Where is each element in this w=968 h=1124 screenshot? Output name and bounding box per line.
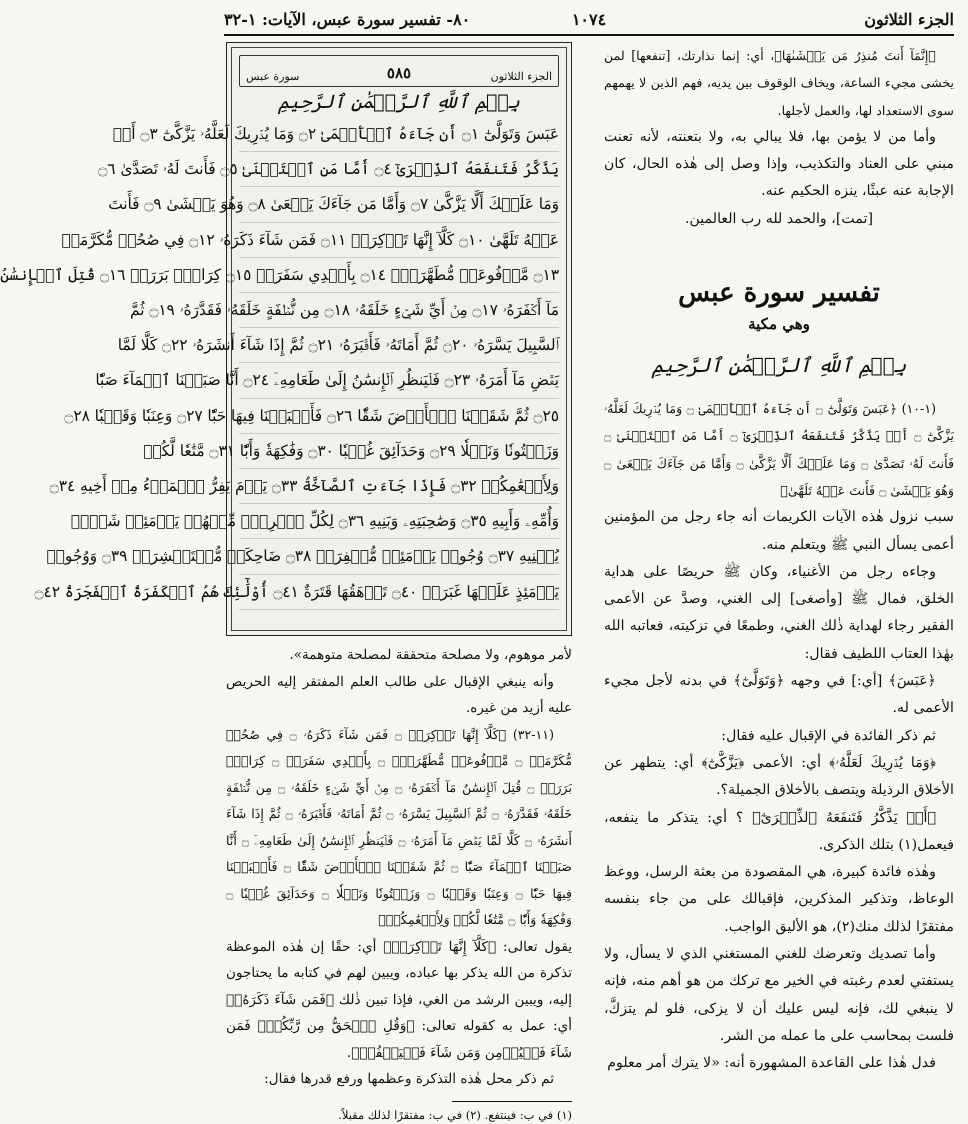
left-column [0, 42, 573, 1124]
mushaf-line: ٱلسَّبِيلَ يَسَّرَهُۥ ۝٢٠ ثُمَّ أَمَاتَهُۥ فَأَقۡبَرَهُۥ ۝٢١ ثُمَّ إِذَا شَآءَ أَنشَرَهُۥ ۝٢٢ كَلَّا لَمَّا [239, 328, 559, 363]
mushaf-line: ۝١٣ مَّرۡفُوعَةٖ مُّطَهَّرَةِۭ ۝١٤ بِأَيۡدِي سَفَرَةٖ ۝١٥ كِرَامِۭ بَرَرَةٖ ۝١٦ قُتِلَ ٱلۡإِنسَٰنُ [239, 258, 559, 293]
right-column [604, 42, 954, 1078]
basmala: بِسۡمِ ٱللَّهِ ٱلرَّحۡمَٰنِ ٱلرَّحِيمِ [651, 353, 907, 378]
verse-block: (١-١٠) ﴿عَبَسَ وَتَوَلَّىٰٓ ۝ أَن جَآءَهُ ٱلۡأَعۡمَىٰ ۝ وَمَا يُدۡرِيكَ لَعَلَّهُۥ يَزَّكَّىٰٓ ۝ أَوۡ يَذَّكَّرُ فَتَنفَعَهُ ٱلذِّكۡرَىٰٓ ۝ أَمَّا مَنِ ٱسۡتَغۡنَىٰ ۝ فَأَنتَ لَهُۥ تَصَدَّىٰ ۝ وَمَا عَلَيۡكَ أَلَّا يَزَّكَّىٰ ۝ وَأَمَّا مَن جَآءَكَ يَسۡعَىٰ ۝ وَهُوَ يَخۡشَىٰ ۝ فَأَنتَ عَنۡهُ تَلَهَّىٰ﴾ [604, 401, 955, 498]
paragraph: ثم ذكر الفائدة في الإقبال عليه فقال: [721, 727, 936, 744]
mushaf-line: يُغۡنِيهِ ۝٣٧ وُجُوهٞ يَوۡمَئِذٖ مُّسۡفِرَةٞ ۝٣٨ ضَاحِكَةٞ مُّسۡتَبۡشِرَةٞ ۝٣٩ وَوُجُوهٞ [239, 539, 559, 574]
mushaf-juz-label: الجزء الثلاثون [490, 70, 552, 83]
paragraph: ثم ذكر محل هٰذه التذكرة وعظمها ورفع قدرها فقال: [264, 1071, 554, 1087]
verse-block: (١١-٣٢) ﴿كَلَّآ إِنَّهَا تَذۡكِرَةٞ ۝ فَمَن شَآءَ ذَكَرَهُۥ ۝ فِي صُحُفٖ مُّكَرَّمَةٖ ۝ مَّرۡفُوعَةٖ مُّطَهَّرَةِۭ ۝ بِأَيۡدِي سَفَرَةٖ ۝ كِرَامِۭ بَرَرَةٖ ۝ قُتِلَ ٱلۡإِنسَٰنُ مَآ أَكۡفَرَهُۥ ۝ مِنۡ أَيِّ شَيۡءٍ خَلَقَهُۥ ۝ مِن نُّطۡفَةٍ خَلَقَهُۥ فَقَدَّرَهُۥ ۝ ثُمَّ ٱلسَّبِيلَ يَسَّرَهُۥ ۝ ثُمَّ أَمَاتَهُۥ فَأَقۡبَرَهُۥ ۝ ثُمَّ إِذَا شَآءَ أَنشَرَهُۥ ۝ كَلَّا لَمَّا يَقۡضِ مَآ أَمَرَهُۥ ۝ فَلۡيَنظُرِ ٱلۡإِنسَٰنُ إِلَىٰ طَعَامِهِۦٓ ۝ أَنَّا صَبَبۡنَا ٱلۡمَآءَ صَبّٗا ۝ ثُمَّ شَقَقۡنَا ٱلۡأَرۡضَ شَقّٗا ۝ فَأَنۢبَتۡنَا فِيهَا حَبّٗا ۝ وَعِنَبٗا وَقَضۡبٗا ۝ وَزَيۡتُونٗا وَنَخۡلٗا ۝ وَحَدَآئِقَ غُلۡبٗا ۝ وَفَٰكِهَةٗ وَأَبّٗا ۝ مَّتَٰعٗا لَّكُمۡ وَلِأَنۡعَٰمِكُمۡ﴾ [226, 726, 573, 927]
mushaf-basmala: بِسۡمِ ٱللَّهِ ٱلرَّحۡمَٰنِ ٱلرَّحِيمِ [278, 91, 520, 113]
paragraph: سبب نزول هٰذه الآيات الكريمات أنه جاء رجل من المؤمنين أعمى يسأل النبي ﷺ ويتعلم منه. [604, 509, 954, 553]
mushaf-line: عَبَسَ وَتَوَلَّىٰٓ ۝١ أَن جَآءَهُ ٱلۡأَعۡمَىٰ ۝٢ وَمَا يُدۡرِيكَ لَعَلَّهُۥ يَزَّكَّىٰٓ ۝٣ أَوۡ [239, 117, 559, 152]
paragraph: ﴿وَمَا يُدۡرِيكَ لَعَلَّهُۥ﴾ أي: الأعمى ﴿يَزَّكَّىٰٓ﴾ أي: يتطهر عن الأخلاق الرذيلة ويتصف بالأخلاق الجميلة؟. [604, 754, 954, 799]
mushaf-line: يَوۡمَئِذٍ عَلَيۡهَا غَبَرَةٞ ۝٤٠ تَرۡهَقُهَا قَتَرَةٌ ۝٤١ أُوْلَٰٓئِكَ هُمُ ٱلۡكَفَرَةُ ٱلۡفَجَرَةُ ۝٤٢ [239, 575, 559, 610]
header-juz: الجزء الثلاثون [864, 10, 954, 29]
mushaf-page-number: ٥٨٥ [386, 64, 412, 82]
mushaf-line: وَزَيۡتُونٗا وَنَخۡلٗا ۝٢٩ وَحَدَآئِقَ غُلۡبٗا ۝٣٠ وَفَٰكِهَةٗ وَأَبّٗا ۝٣١ مَّتَٰعٗا لَّكُمۡ [239, 434, 559, 469]
mushaf-line: وَمَا عَلَيۡكَ أَلَّا يَزَّكَّىٰ ۝٧ وَأَمَّا مَن جَآءَكَ يَسۡعَىٰ ۝٨ وَهُوَ يَخۡشَىٰ ۝٩ فَأَنتَ [239, 187, 559, 222]
paragraph: ﴿أَوۡ يَذَّكَّرُ فَتَنفَعَهُ ٱلذِّكۡرَىٰٓ﴾ ؟ أي: يتذكر ما ينفعه، فيعمل(١) بتلك الذكرى. [604, 809, 954, 853]
paragraph: ﴿عَبَسَ﴾ [أي:] في وجهه ﴿وَتَوَلَّىٰٓ﴾ في بدنه لأجل مجيء الأعمى له. [604, 673, 954, 717]
mushaf-line: وَلِأَنۡعَٰمِكُمۡ ۝٣٢ فَإِذَا جَآءَتِ ٱلصَّآخَّةُ ۝٣٣ يَوۡمَ يَفِرُّ ٱلۡمَرۡءُ مِنۡ أَخِيهِ ۝٣٤ [239, 469, 559, 504]
paragraph: ﴿إِنَّمَآ أَنتَ مُنذِرُ مَن يَخۡشَىٰهَا﴾، أي: إنما نذارتك، [تنفعها] لمن يخشى مجيء الساعة، ويخاف الوقوف بين يديه، فهم الذين لا يهمهم سوى الاستعداد لها، والعمل لأجلها. [604, 48, 954, 118]
mushaf-line: مَآ أَكۡفَرَهُۥ ۝١٧ مِنۡ أَيِّ شَيۡءٍ خَلَقَهُۥ ۝١٨ مِن نُّطۡفَةٍ خَلَقَهُۥ فَقَدَّرَهُۥ ۝١٩ ثُمَّ [239, 293, 559, 328]
mushaf-sura-label: سورة عبس [246, 70, 300, 83]
footnote: (١) في ب: فينتفع. (٢) في ب: مفتقرًا لذلك مقبلاً. [338, 1107, 572, 1122]
sura-title: تفسير سورة عبس [678, 278, 880, 309]
paragraph: وجاءه رجل من الأغنياء، وكان ﷺ حريصًا على هداية الخلق، فمال ﷺ [وأصغى] إلى الغني، وصدَّ عن الأعمى الفقير رجاء لهداية ذٰلك الغني، وطمعًا في تزكيته، فعاتبه الله بهٰذا العتاب اللطيف فقال: [604, 563, 954, 662]
paragraph: وأنه ينبغي الإقبال على طالب العلم المفتقر إليه الحريص عليه أزيد من غيره. [226, 673, 572, 716]
mushaf-header [239, 55, 559, 87]
mushaf-line: عَنۡهُ تَلَهَّىٰ ۝١٠ كَلَّآ إِنَّهَا تَذۡكِرَةٞ ۝١١ فَمَن شَآءَ ذَكَرَهُۥ ۝١٢ فِي صُحُفٖ مُّكَرَّمَةٖ [239, 223, 559, 258]
mushaf-line: وَأُمِّهِۦ وَأَبِيهِ ۝٣٥ وَصَٰحِبَتِهِۦ وَبَنِيهِ ۝٣٦ لِكُلِّ ٱمۡرِيٕٖ مِّنۡهُمۡ يَوۡمَئِذٖ شَأۡنٞ [239, 504, 559, 539]
mushaf-page-frame [0, 42, 572, 636]
paragraph: وأما من لا يؤمن بها، فلا يبالي به، ولا بتعنته، لأنه تعنت مبني على العناد والتكذيب، وإذا وصل إلى هٰذه الحال، كان الإجابة عنه عبثًا، ينزه الحكيم عنه. [604, 128, 954, 200]
paragraph: لأمر موهوم، ولا مصلحة متحققة لمصلحة متوهمة». [289, 647, 572, 663]
paragraph: وهٰذه فائدة كبيرة، هي المقصودة من بعثة الرسل، ووعظ الوعاظ، وتذكير المذكرين، فإقبالك على من جاء بنفسه مفتقرًا لذلك منك(٢)، هو الأليق الواجب. [604, 864, 954, 935]
header-section: ٨٠- تفسير سورة عبس، الآيات: ١-٣٢ [224, 10, 471, 29]
paragraph: يقول تعالى: ﴿كَلَّآ إِنَّهَا تَذۡكِرَةٞ﴾ أي: حقًا إن هٰذه الموعظة تذكرة من الله يذكر بها عباده، ويبين لهم في كتابه ما يحتاجون إليه، ويبين الرشد من الغي، فإذا تبين ذٰلك ﴿فَمَن شَآءَ ذَكَرَهُۥ﴾ أي: عمل به كقوله تعالى: ﴿وَقُلِ ٱلۡحَقُّ مِن رَّبِّكُمۡۖ فَمَن شَآءَ فَلۡيُؤۡمِن وَمَن شَآءَ فَلۡيَكۡفُرۡ﴾. [226, 938, 572, 1061]
closing-line: [تمت]، والحمد لله رب العالمين. [684, 210, 874, 227]
paragraph: وأما تصديك وتعرضك للغني المستغني الذي لا يسأل، ولا يستفتي لعدم رغبته في الخير مع تركك من هو أهم منه، فإنه لا ينبغي لك، فإنه ليس عليك أن لا يزكى، فلو لم يتزكَّ، فلست بمحاسب على ما عمله من الشر. [604, 946, 954, 1044]
footnote-separator [452, 1101, 572, 1102]
mushaf-line: يَقۡضِ مَآ أَمَرَهُۥ ۝٢٣ فَلۡيَنظُرِ ٱلۡإِنسَٰنُ إِلَىٰ طَعَامِهِۦٓ ۝٢٤ أَنَّا صَبَبۡنَا ٱلۡمَآءَ صَبّٗا [239, 363, 559, 398]
mushaf-line: يَذَّكَّرُ فَتَنفَعَهُ ٱلذِّكۡرَىٰٓ ۝٤ أَمَّا مَنِ ٱسۡتَغۡنَىٰ ۝٥ فَأَنتَ لَهُۥ تَصَدَّىٰ ۝٦ [239, 152, 559, 187]
page-header [224, 6, 954, 36]
header-page-number: ١٠٧٤ [571, 10, 607, 29]
mushaf-line: ۝٢٥ ثُمَّ شَقَقۡنَا ٱلۡأَرۡضَ شَقّٗا ۝٢٦ فَأَنۢبَتۡنَا فِيهَا حَبّٗا ۝٢٧ وَعِنَبٗا وَقَضۡبٗا ۝٢٨ [239, 399, 559, 434]
sura-subtitle: وهي مكية [748, 315, 810, 334]
paragraph: فدل هٰذا على القاعدة المشهورة أنه: «لا يترك أمر معلوم [607, 1055, 936, 1072]
